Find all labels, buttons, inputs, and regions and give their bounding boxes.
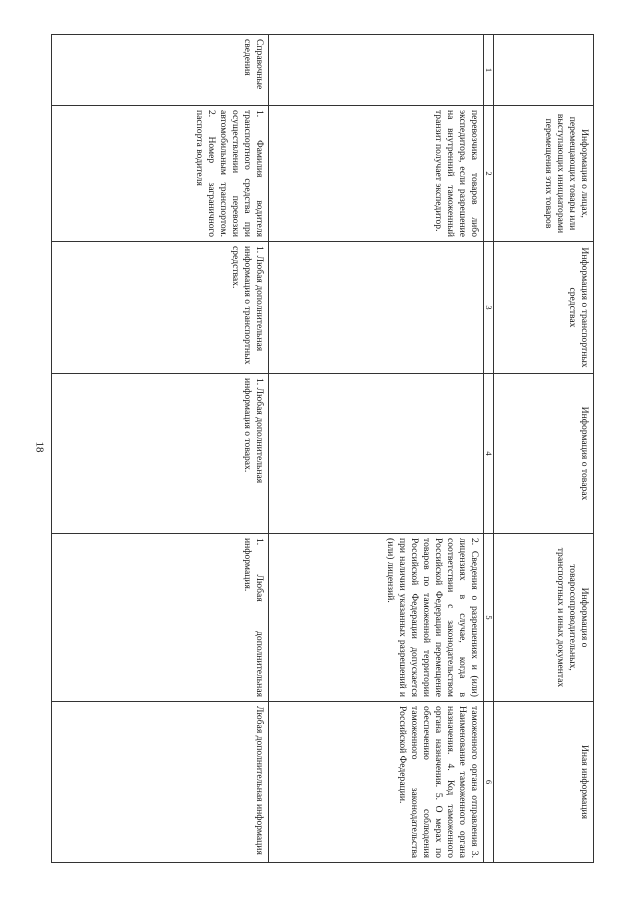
column-number: 4 [484, 374, 494, 534]
page-number: 18 [33, 441, 46, 453]
row-label: Справочные сведения [52, 35, 269, 106]
column-number: 1 [484, 35, 494, 106]
header-persons: Информация о лицах, перемещающих товары или выступающих инициаторами перемещения этих товаров [494, 106, 594, 242]
table-cell: 1. Фамилия водителя транспортного средства при осуществлении перевозки автомобильным транспортом. 2. Номер заграничного паспорта водителя [52, 106, 269, 242]
table-cell: 2. Сведения о разрешениях и (или) лицензиях в случае, когда в соответствии с законодательством Российской Федерации перемещение товаров по таможенной территории Российской Федерации допускается при наличии указанных разрешений и (или) лицензий. [269, 534, 484, 702]
table-row [269, 35, 484, 863]
header-row [494, 35, 594, 863]
table-cell [269, 242, 484, 374]
header-cell-1 [494, 35, 594, 106]
table-cell [269, 35, 484, 106]
table-cell: таможенного органа отправления 3. Наименование таможенного органа назначения. 4. Код таможенного органа назначения. 5. О мерах по обеспечению соблюдения таможенного законодательства Российской Федерации. [269, 702, 484, 863]
header-goods: Информация о товарах [494, 374, 594, 534]
table-cell: 1. Любая дополнительная информация о транспортных средствах. [52, 242, 269, 374]
header-documents: Информация о товаросопроводительных, транспортных и иных документах [494, 534, 594, 702]
information-table [51, 34, 594, 863]
table-cell: 1. Любая дополнительная информация. [52, 534, 269, 702]
table-cell: перевозчика товаров либо экспедитора, если разрешение на внутренний таможенный транзит получает экспедитор. [269, 106, 484, 242]
table-cell: Любая дополнительная информация [52, 702, 269, 863]
header-other: Иная информация [494, 702, 594, 863]
column-number: 2 [484, 106, 494, 242]
column-number: 3 [484, 242, 494, 374]
column-number: 5 [484, 534, 494, 702]
column-number-row [484, 35, 494, 863]
header-vehicles: Информация о транспортных средствах [494, 242, 594, 374]
table-cell: 1. Любая дополнительная информация о товарах. [52, 374, 269, 534]
table-cell [269, 374, 484, 534]
table-row [52, 35, 269, 863]
column-number: 6 [484, 702, 494, 863]
rotated-page [56, 34, 594, 862]
